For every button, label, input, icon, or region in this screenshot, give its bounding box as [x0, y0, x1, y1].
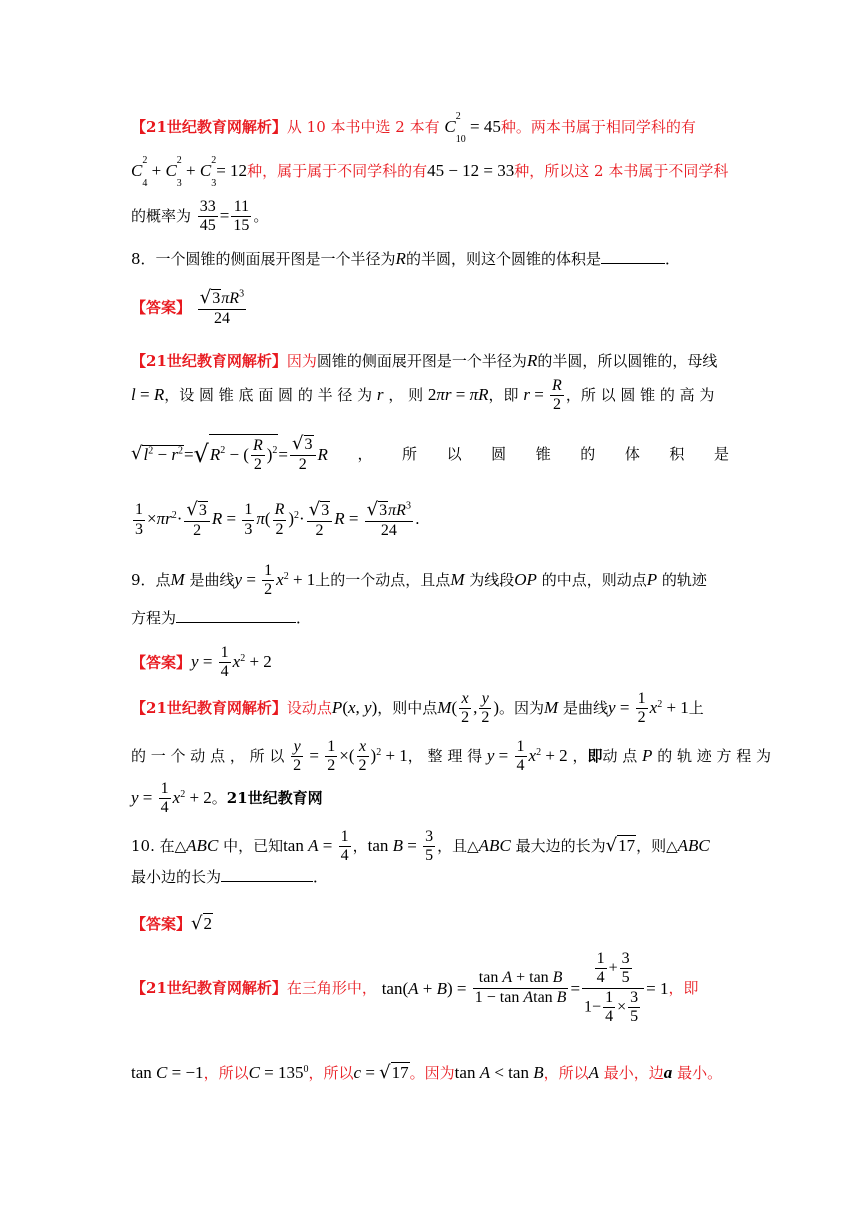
answer-8: 【答案】 $\frac{√3\pi R^3}{24}$: [131, 287, 245, 327]
watermark-text: 21世纪教育网: [226, 788, 323, 807]
explain-tag: 【21世纪教育网解析】: [131, 118, 287, 136]
explain-9-line-3: y = $\frac{1}{4}$ $x^2 + 2$。21世纪教育网: [131, 780, 323, 817]
fraction-11-15: $\frac{11}{15}$: [233, 198, 250, 235]
explain-10-line-2: tan C = −1，所以$C = 135^0$，所以c = √17。因为tan A < tan B，所以A 最小，边a 最小。: [131, 1062, 723, 1083]
fraction-33-45: $\frac{33}{45}$: [199, 198, 216, 235]
question-9-line-1: 9．点M 是曲线y = $\frac{1}{2}$ $x^2 + 1$上的一个动点，且点M 为线段OP 的中点，则动点P 的轨迹: [131, 562, 707, 599]
explain-9-line-2: 的 一 个 动 点 ， 所 以 $\frac{y}{2}$ = $\frac{1}{2}$ ×( $\frac{x}{2}$ )$^2$ + 1， 整 理 得 y = $\frac{1}{4}$ $x^2 + 2$ ，即动 点 P 的 轨 迹 方 程 为: [131, 738, 772, 775]
explain-8-line-1: 【21世纪教育网解析】因为圆锥的侧面展开图是一个半径为R的半圆，所以圆锥的，母线: [131, 351, 718, 370]
question-10-line-1: 10. 在△ABC 中，已知tan A = $\frac{1}{4}$ ，tan B = $\frac{3}{5}$ ，且△ABC 最大边的长为√17，则△ABC: [131, 828, 710, 865]
explain-7-line-3: 的概率为 $\frac{33}{45}$ = $\frac{11}{15}$ 。: [131, 198, 269, 235]
explain-9-line-1: 【21世纪教育网解析】设动点P(x, y)，则中点M( $\frac{x}{2}$ , $\frac{y}{2}$ )。因为M 是曲线y = $\frac{1}{2}$ $x^2 + 1$上: [131, 690, 704, 727]
explain-8-line-2: l = R，设 圆 锥 底 面 圆 的 半 径 为 r ， 则 2πr = πR，即 r = $\frac{R}{2}$ ，所 以 圆 锥 的 高 为: [131, 377, 715, 414]
explain-10-line-1: 【21世纪教育网解析】在三角形中， tan(A + B) = $\frac{\text{tan A + tan B}}{\text{1 − tan Atan B}}$ = $\frac{1}{4}$ + $\frac{3}{5}$ 1− $\frac{1}{4}$ × $\frac{3}{5}$ = 1，即: [131, 950, 699, 1026]
answer-8-fraction: $\frac{√3\pi R^3}{24}$: [199, 287, 245, 327]
explain-8-line-4: $\frac{1}{3}$ $\times\pi r^2\cdot$ $\frac{√3}{2}$ R = $\frac{1}{3}$ π( $\frac{R}{2}$ )$^2$· $\frac{√3}{2}$ R = $\frac{√3\pi R^3}{24}$ .: [135, 499, 420, 539]
answer-10: 【答案】√2: [131, 913, 212, 934]
question-8: 8．一个圆锥的侧面展开图是一个半径为R的半圆，则这个圆锥的体积是 ．: [131, 249, 680, 268]
explain-7-line-2: C 2 $_4$ + C 2 $_3$ + C 2 $_3$= 12种，属于属于不同学科的有45 − 12 = 33种，所以这 2 本书属于不同学科: [131, 155, 729, 189]
explain-8-line-3: √ $l^2 - r^2$ = √ $R^2$ − ( $\frac{R}{2}$ )$^2$ = $\frac{√3}{2}$ R ， 所 以 圆 锥 的 体 积 是: [131, 433, 729, 474]
explain-7-line-1: 【21世纪教育网解析】从 10 本书中选 2 本有 C 2 $_{10}$ = 45种。两本书属于相同学科的有: [131, 111, 696, 145]
question-9-line-2: 方程为 ．: [131, 609, 312, 627]
answer-9: 【答案】y = $\frac{1}{4}$ $x^2 + 2$: [131, 644, 272, 681]
question-10-line-2: 最小边的长为 ．: [131, 868, 329, 886]
